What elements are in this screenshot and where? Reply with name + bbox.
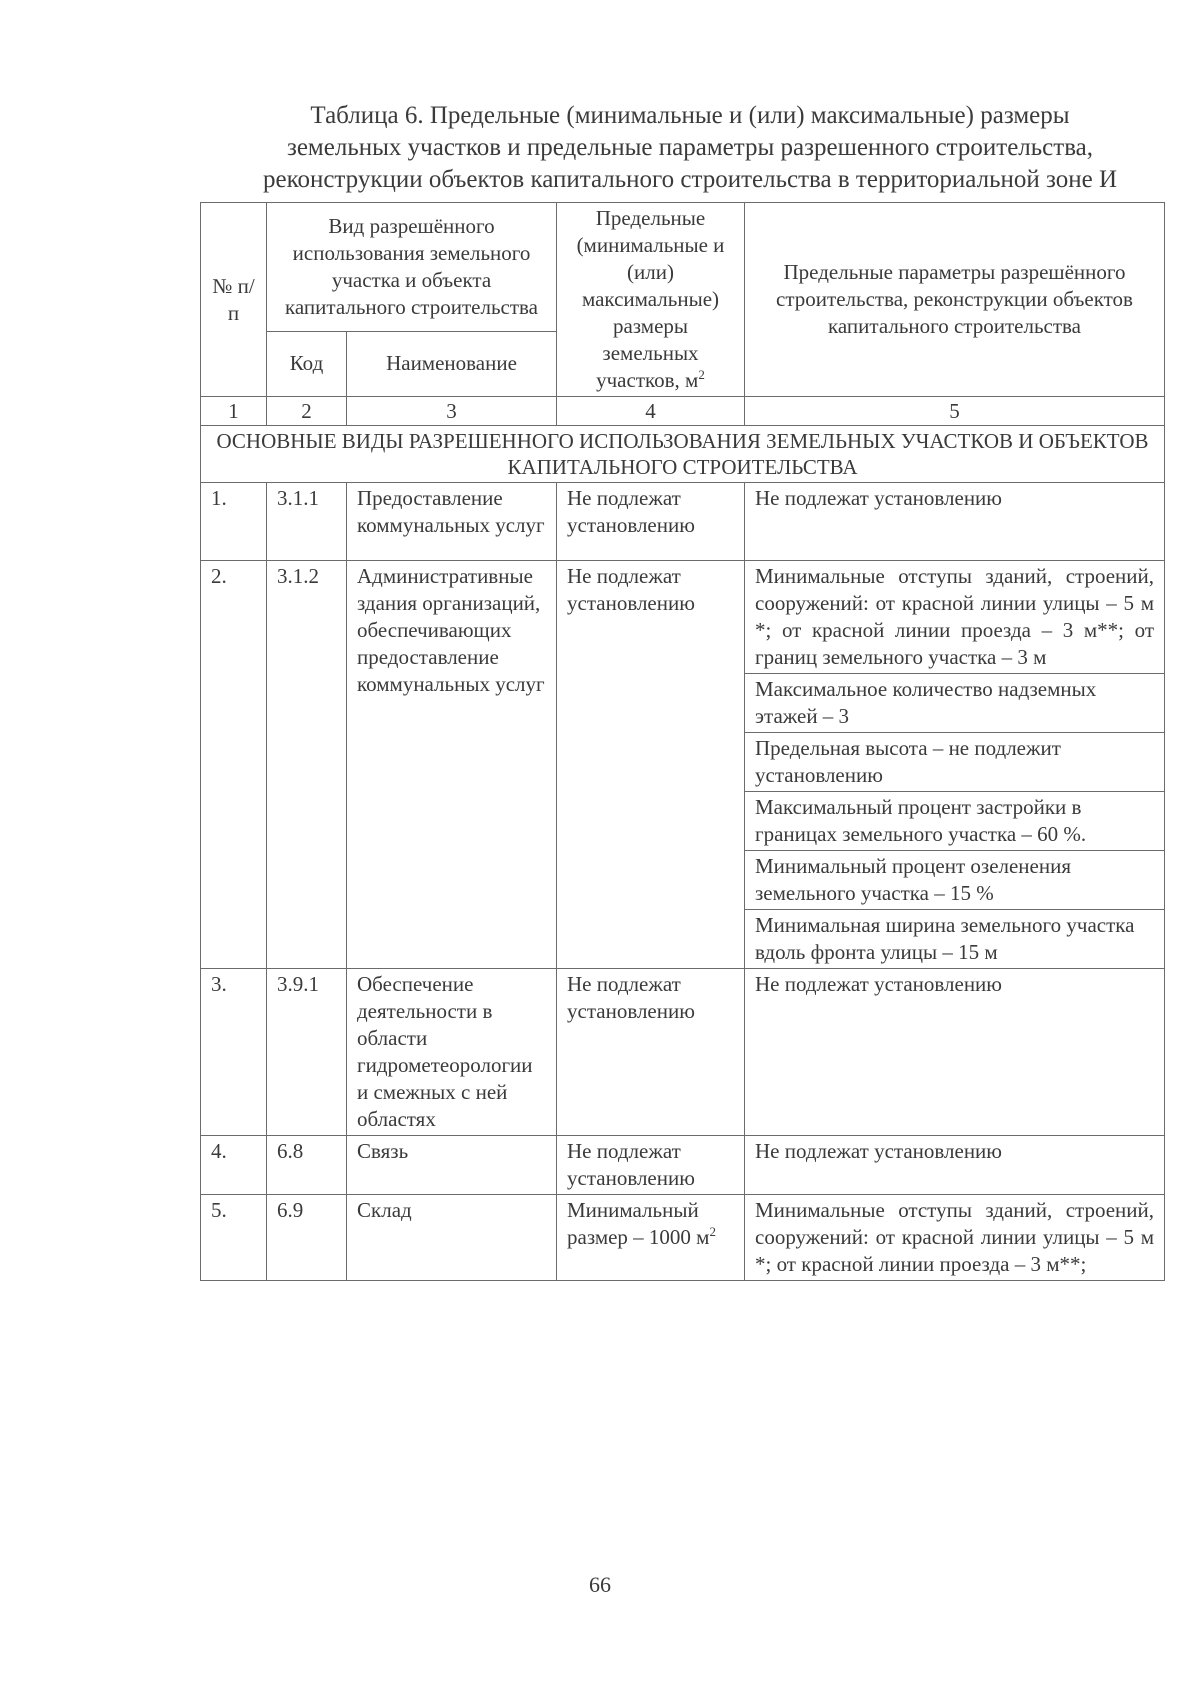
param-floors: Максимальное количество надземных этажей – 3	[745, 674, 1165, 733]
row-num: 1.	[201, 483, 267, 561]
header-name: Наименование	[347, 331, 557, 396]
row-name: Связь	[347, 1136, 557, 1195]
param-coverage: Максимальный процент застройки в границах земельного участка – 60 %.	[745, 792, 1165, 851]
header-vid: Вид разрешённого использования земельного участка и объекта капитального строительства	[267, 203, 557, 332]
column-numbers-row	[201, 397, 1165, 426]
row-size: Не подлежат установлению	[557, 561, 745, 969]
zoning-table	[200, 202, 1165, 1281]
row-name: Обеспечение деятельности в области гидрометеорологии и смежных с ней областях	[347, 969, 557, 1136]
header-code: Код	[267, 331, 347, 396]
param-width: Минимальная ширина земельного участка вдоль фронта улицы – 15 м	[745, 910, 1165, 969]
row-size-text: Минимальный размер – 1000 м	[567, 1198, 710, 1249]
header-row-1	[201, 203, 1165, 332]
row-code: 3.1.2	[267, 561, 347, 969]
table-caption	[190, 100, 1190, 196]
section-title: ОСНОВНЫЕ ВИДЫ РАЗРЕШЕННОГО ИСПОЛЬЗОВАНИЯ ЗЕМЕЛЬНЫХ УЧАСТКОВ И ОБЪЕКТОВ КАПИТАЛЬНОГО СТРОИТЕЛЬСТВА	[201, 426, 1165, 483]
row-size	[557, 1195, 745, 1281]
row-code: 6.9	[267, 1195, 347, 1281]
row-num: 5.	[201, 1195, 267, 1281]
row-name: Административные здания организаций, обеспечивающих предоставление коммунальных услуг	[347, 561, 557, 969]
table-row	[201, 561, 1165, 674]
row-params: Не подлежат установлению	[745, 483, 1165, 561]
header-params: Предельные параметры разрешённого строительства, реконструкции объектов капитального строительства	[745, 203, 1165, 397]
row-size: Не подлежат установлению	[557, 483, 745, 561]
param-greening: Минимальный процент озеленения земельного участка – 15 %	[745, 851, 1165, 910]
header-num: № п/п	[201, 203, 267, 397]
row-num: 4.	[201, 1136, 267, 1195]
table-row	[201, 969, 1165, 1136]
row-num: 2.	[201, 561, 267, 969]
row-size: Не подлежат установлению	[557, 969, 745, 1136]
table-row	[201, 483, 1165, 561]
row-size: Не подлежат установлению	[557, 1136, 745, 1195]
table-row	[201, 1195, 1165, 1281]
col-number-5: 5	[745, 397, 1165, 426]
caption-line-3: реконструкции объектов капитального строительства в территориальной зоне И	[262, 166, 1118, 193]
row-name: Склад	[347, 1195, 557, 1281]
row-params: Минимальные отступы зданий, строений, сооружений: от красной линии улицы – 5 м *; от красной линии проезда – 3 м**;	[745, 1195, 1165, 1281]
col-number-1: 1	[201, 397, 267, 426]
param-setbacks: Минимальные отступы зданий, строений, сооружений: от красной линии улицы – 5 м *; от красной линии проезда – 3 м**; от границ земельного участка – 3 м	[745, 561, 1165, 674]
row-code: 3.1.1	[267, 483, 347, 561]
row-params: Не подлежат установлению	[745, 1136, 1165, 1195]
header-size-sup: 2	[698, 367, 705, 382]
row-code: 6.8	[267, 1136, 347, 1195]
page-number: 66	[589, 1572, 611, 1597]
col-number-2: 2	[267, 397, 347, 426]
row-code: 3.9.1	[267, 969, 347, 1136]
table-row	[201, 1136, 1165, 1195]
param-height: Предельная высота – не подлежит установлению	[745, 733, 1165, 792]
row-num: 3.	[201, 969, 267, 1136]
row-size-sup: 2	[709, 1224, 716, 1239]
row-params: Не подлежат установлению	[745, 969, 1165, 1136]
col-number-4: 4	[557, 397, 745, 426]
row-name: Предоставление коммунальных услуг	[347, 483, 557, 561]
caption-line-1: Таблица 6. Предельные (минимальные и (или) максимальные) размеры	[310, 102, 1070, 129]
header-size	[557, 203, 745, 397]
col-number-3: 3	[347, 397, 557, 426]
section-row	[201, 426, 1165, 483]
caption-line-2: земельных участков и предельные параметры разрешенного строительства,	[286, 134, 1094, 161]
header-size-text: Предельные (минимальные и (или) максимальные) размеры земельных участков, м	[576, 206, 725, 392]
